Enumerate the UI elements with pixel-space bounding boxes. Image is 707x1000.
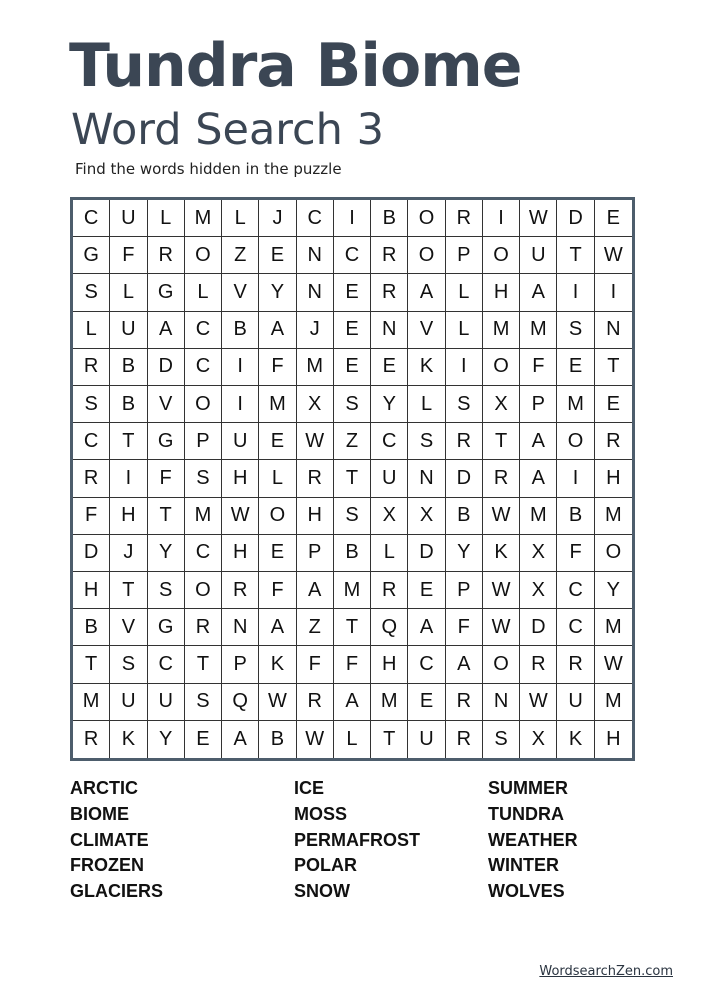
word-column-2 — [294, 776, 420, 905]
grid-cell[interactable]: T — [595, 349, 632, 386]
grid-cell[interactable]: H — [483, 274, 520, 311]
grid-cell[interactable]: M — [371, 684, 408, 721]
word-list-item: WEATHER — [488, 829, 578, 850]
grid-cell[interactable]: C — [185, 349, 222, 386]
grid-cell[interactable]: I — [334, 200, 371, 237]
grid-cell[interactable]: M — [259, 386, 296, 423]
grid-cell[interactable]: B — [259, 721, 296, 758]
grid-cell[interactable]: O — [408, 200, 445, 237]
grid-cell[interactable]: E — [595, 386, 632, 423]
grid-cell[interactable]: A — [334, 684, 371, 721]
grid-cell[interactable]: O — [557, 423, 594, 460]
grid-cell[interactable]: A — [520, 423, 557, 460]
grid-cell[interactable]: P — [222, 646, 259, 683]
grid-cell[interactable]: H — [222, 535, 259, 572]
grid-cell[interactable]: L — [110, 274, 147, 311]
grid-cell[interactable]: T — [148, 498, 185, 535]
grid-cell[interactable]: S — [446, 386, 483, 423]
grid-cell[interactable]: I — [446, 349, 483, 386]
grid-cell[interactable]: W — [483, 572, 520, 609]
grid-cell[interactable]: U — [371, 460, 408, 497]
grid-cell[interactable]: W — [483, 498, 520, 535]
grid-cell[interactable]: V — [222, 274, 259, 311]
page-subtitle: Word Search 3 — [71, 105, 384, 155]
grid-cell[interactable]: G — [148, 609, 185, 646]
grid-cell[interactable]: I — [222, 349, 259, 386]
word-list-item: SUMMER — [488, 778, 568, 798]
grid-cell[interactable]: R — [73, 721, 110, 758]
grid-cell[interactable]: O — [408, 237, 445, 274]
grid-cell[interactable]: S — [73, 274, 110, 311]
grid-cell[interactable]: X — [297, 386, 334, 423]
grid-cell[interactable]: D — [520, 609, 557, 646]
grid-cell[interactable]: Z — [222, 237, 259, 274]
grid-cell[interactable]: R — [483, 460, 520, 497]
grid-cell[interactable]: P — [185, 423, 222, 460]
grid-cell[interactable]: F — [334, 646, 371, 683]
word-list-item: TUNDRA — [488, 803, 564, 824]
grid-cell[interactable]: J — [259, 200, 296, 237]
grid-cell[interactable]: G — [148, 274, 185, 311]
grid-cell[interactable]: F — [110, 237, 147, 274]
grid-cell[interactable]: M — [557, 386, 594, 423]
grid-cell[interactable]: D — [408, 535, 445, 572]
grid-cell[interactable]: B — [110, 386, 147, 423]
grid-cell[interactable]: M — [297, 349, 334, 386]
grid-cell[interactable]: R — [446, 200, 483, 237]
grid-cell[interactable]: H — [222, 460, 259, 497]
grid-cell[interactable]: Y — [371, 386, 408, 423]
grid-cell[interactable]: E — [595, 200, 632, 237]
grid-cell[interactable]: C — [334, 237, 371, 274]
grid-cell[interactable]: N — [371, 312, 408, 349]
grid-cell[interactable]: B — [557, 498, 594, 535]
grid-cell[interactable]: F — [297, 646, 334, 683]
grid-cell[interactable]: S — [408, 423, 445, 460]
grid-cell[interactable]: W — [259, 684, 296, 721]
grid-cell[interactable]: U — [110, 684, 147, 721]
grid-cell[interactable]: H — [371, 646, 408, 683]
grid-cell[interactable]: S — [148, 572, 185, 609]
grid-cell[interactable]: M — [520, 498, 557, 535]
grid-cell[interactable]: V — [110, 609, 147, 646]
grid-cell[interactable]: F — [520, 349, 557, 386]
grid-cell[interactable]: U — [408, 721, 445, 758]
grid-cell[interactable]: S — [334, 386, 371, 423]
grid-cell[interactable]: L — [148, 200, 185, 237]
grid-cell[interactable]: T — [73, 646, 110, 683]
grid-cell[interactable]: V — [148, 386, 185, 423]
grid-cell[interactable]: O — [483, 237, 520, 274]
grid-cell[interactable]: M — [520, 312, 557, 349]
grid-cell[interactable]: F — [73, 498, 110, 535]
grid-cell[interactable]: T — [185, 646, 222, 683]
grid-cell[interactable]: C — [185, 535, 222, 572]
grid-cell[interactable]: L — [73, 312, 110, 349]
word-list-item: WOLVES — [488, 881, 565, 902]
grid-cell[interactable]: Q — [222, 684, 259, 721]
word-list-item: SNOW — [294, 881, 350, 902]
grid-cell[interactable]: R — [371, 572, 408, 609]
grid-cell[interactable]: A — [408, 274, 445, 311]
grid-cell[interactable]: H — [595, 460, 632, 497]
grid-cell[interactable]: G — [73, 237, 110, 274]
grid-cell[interactable]: R — [446, 684, 483, 721]
grid-cell[interactable]: U — [110, 312, 147, 349]
grid-cell[interactable]: Z — [334, 423, 371, 460]
grid-cell[interactable]: L — [446, 312, 483, 349]
grid-cell[interactable]: S — [73, 386, 110, 423]
word-column-3 — [488, 776, 578, 905]
grid-cell[interactable]: Y — [259, 274, 296, 311]
grid-cell[interactable]: W — [520, 684, 557, 721]
grid-cell[interactable]: C — [371, 423, 408, 460]
grid-cell[interactable]: W — [222, 498, 259, 535]
grid-cell[interactable]: R — [371, 237, 408, 274]
grid-cell[interactable]: F — [557, 535, 594, 572]
grid-cell[interactable]: A — [222, 721, 259, 758]
grid-cell[interactable]: I — [222, 386, 259, 423]
grid-cell[interactable]: L — [446, 274, 483, 311]
footer-link[interactable]: WordsearchZen.com — [539, 964, 673, 979]
grid-cell[interactable]: B — [446, 498, 483, 535]
grid-cell[interactable]: C — [73, 200, 110, 237]
grid-cell[interactable]: F — [259, 349, 296, 386]
grid-cell[interactable]: T — [483, 423, 520, 460]
grid-cell[interactable]: H — [73, 572, 110, 609]
grid-cell[interactable]: R — [371, 274, 408, 311]
grid-cell[interactable]: Y — [595, 572, 632, 609]
grid-cell[interactable]: M — [595, 684, 632, 721]
grid-cell[interactable]: O — [483, 349, 520, 386]
grid-cell[interactable]: E — [334, 349, 371, 386]
word-column-1 — [70, 776, 163, 905]
grid-cell[interactable]: Y — [446, 535, 483, 572]
grid-cell[interactable]: I — [595, 274, 632, 311]
grid-cell[interactable]: B — [73, 609, 110, 646]
grid-cell[interactable]: O — [483, 646, 520, 683]
word-list-item: BIOME — [70, 803, 130, 824]
grid-cell[interactable]: C — [297, 200, 334, 237]
grid-cell[interactable]: V — [408, 312, 445, 349]
grid-cell[interactable]: N — [595, 312, 632, 349]
grid-cell[interactable]: U — [222, 423, 259, 460]
grid-cell[interactable]: A — [148, 312, 185, 349]
grid-cell[interactable]: N — [483, 684, 520, 721]
grid-cell[interactable]: L — [185, 274, 222, 311]
grid-cell[interactable]: R — [185, 609, 222, 646]
grid-cell[interactable]: R — [446, 423, 483, 460]
grid-cell[interactable]: R — [595, 423, 632, 460]
grid-cell[interactable]: E — [334, 312, 371, 349]
grid-cell[interactable]: F — [446, 609, 483, 646]
grid-cell[interactable]: Y — [148, 721, 185, 758]
word-list-item: ARCTIC — [70, 778, 138, 798]
grid-cell[interactable]: A — [520, 274, 557, 311]
grid-cell[interactable]: W — [595, 646, 632, 683]
grid-cell[interactable]: M — [73, 684, 110, 721]
grid-cell[interactable]: L — [222, 200, 259, 237]
grid-cell[interactable]: P — [446, 572, 483, 609]
grid-cell[interactable]: S — [483, 721, 520, 758]
grid-cell[interactable]: S — [185, 460, 222, 497]
grid-cell[interactable]: M — [595, 609, 632, 646]
grid-cell[interactable]: I — [557, 460, 594, 497]
word-list-item: CLIMATE — [70, 829, 149, 850]
word-list-item: MOSS — [294, 803, 348, 824]
grid-cell[interactable]: E — [371, 349, 408, 386]
word-list-item: ICE — [294, 778, 325, 798]
grid-cell[interactable]: D — [557, 200, 594, 237]
word-list-item: WINTER — [488, 855, 559, 876]
grid-cell[interactable]: E — [408, 572, 445, 609]
grid-cell[interactable]: D — [446, 460, 483, 497]
grid-cell[interactable]: O — [259, 498, 296, 535]
word-list-item: POLAR — [294, 855, 357, 876]
grid-cell[interactable]: T — [334, 609, 371, 646]
grid-cell[interactable]: A — [259, 312, 296, 349]
grid-cell[interactable]: U — [520, 237, 557, 274]
grid-cell[interactable]: U — [110, 200, 147, 237]
word-list — [70, 776, 670, 906]
grid-cell[interactable]: W — [297, 423, 334, 460]
grid-cell[interactable]: N — [222, 609, 259, 646]
grid-cell[interactable]: E — [334, 274, 371, 311]
grid-cell[interactable]: C — [557, 609, 594, 646]
grid-cell[interactable]: E — [557, 349, 594, 386]
grid-cell[interactable]: W — [297, 721, 334, 758]
grid-cell[interactable]: G — [148, 423, 185, 460]
grid-cell[interactable]: Y — [148, 535, 185, 572]
grid-cell[interactable]: R — [446, 721, 483, 758]
grid-cell[interactable]: I — [110, 460, 147, 497]
grid-cell[interactable]: L — [259, 460, 296, 497]
grid-cell[interactable]: M — [483, 312, 520, 349]
grid-cell[interactable]: X — [408, 498, 445, 535]
grid-cell[interactable]: J — [110, 535, 147, 572]
grid-cell[interactable]: D — [148, 349, 185, 386]
grid-cell[interactable]: E — [259, 237, 296, 274]
grid-cell[interactable]: S — [557, 312, 594, 349]
grid-cell[interactable]: T — [371, 721, 408, 758]
grid-cell[interactable]: P — [520, 386, 557, 423]
grid-cell[interactable]: C — [408, 646, 445, 683]
grid-cell[interactable]: R — [73, 349, 110, 386]
grid-cell[interactable]: C — [557, 572, 594, 609]
grid-cell[interactable]: U — [557, 684, 594, 721]
word-list-item: FROZEN — [70, 855, 144, 876]
grid-cell[interactable]: X — [371, 498, 408, 535]
instructions-text: Find the words hidden in the puzzle — [75, 160, 342, 178]
grid-cell[interactable]: A — [408, 609, 445, 646]
grid-cell[interactable]: M — [185, 498, 222, 535]
grid-cell[interactable]: Q — [371, 609, 408, 646]
grid-cell[interactable]: X — [520, 535, 557, 572]
grid-cell[interactable]: R — [297, 460, 334, 497]
grid-cell[interactable]: N — [297, 237, 334, 274]
grid-cell[interactable]: J — [297, 312, 334, 349]
grid-cell[interactable]: K — [483, 535, 520, 572]
grid-cell[interactable]: E — [259, 535, 296, 572]
grid-cell[interactable]: D — [73, 535, 110, 572]
grid-cell[interactable]: F — [259, 572, 296, 609]
grid-cell[interactable]: X — [520, 721, 557, 758]
grid-cell[interactable]: B — [371, 200, 408, 237]
grid-cell[interactable]: R — [148, 237, 185, 274]
grid-cell[interactable]: E — [408, 684, 445, 721]
grid-cell[interactable]: W — [520, 200, 557, 237]
grid-cell[interactable]: Z — [297, 609, 334, 646]
grid-cell[interactable]: K — [259, 646, 296, 683]
grid-cell[interactable]: O — [185, 237, 222, 274]
grid-cell[interactable]: B — [110, 349, 147, 386]
grid-cell[interactable]: C — [148, 646, 185, 683]
grid-cell[interactable]: R — [297, 684, 334, 721]
grid-cell[interactable]: H — [110, 498, 147, 535]
grid-cell[interactable]: A — [297, 572, 334, 609]
grid-cell[interactable]: W — [595, 237, 632, 274]
page-title: Tundra Biome — [69, 31, 522, 101]
grid-cell[interactable]: M — [185, 200, 222, 237]
word-search-grid — [70, 197, 635, 761]
grid-cell[interactable]: P — [446, 237, 483, 274]
grid-cell[interactable]: X — [520, 572, 557, 609]
grid-cell[interactable]: R — [557, 646, 594, 683]
grid-cell[interactable]: N — [297, 274, 334, 311]
grid-cell[interactable]: E — [259, 423, 296, 460]
grid-cell[interactable]: X — [483, 386, 520, 423]
grid-cell[interactable]: S — [334, 498, 371, 535]
grid-cell[interactable]: O — [185, 386, 222, 423]
grid-cell[interactable]: M — [334, 572, 371, 609]
grid-cell[interactable]: T — [557, 237, 594, 274]
grid-cell[interactable]: I — [557, 274, 594, 311]
grid-cell[interactable]: K — [557, 721, 594, 758]
word-list-item: PERMAFROST — [294, 829, 420, 850]
grid-cell[interactable]: B — [334, 535, 371, 572]
grid-cell[interactable]: P — [297, 535, 334, 572]
grid-cell[interactable]: R — [222, 572, 259, 609]
grid-cell[interactable]: A — [520, 460, 557, 497]
grid-cell[interactable]: C — [185, 312, 222, 349]
grid-cell[interactable]: R — [520, 646, 557, 683]
grid-cell[interactable]: A — [446, 646, 483, 683]
grid-cell[interactable]: W — [483, 609, 520, 646]
grid-cell[interactable]: B — [222, 312, 259, 349]
grid-cell[interactable]: F — [148, 460, 185, 497]
grid-cell[interactable]: R — [73, 460, 110, 497]
grid-cell[interactable]: L — [334, 721, 371, 758]
grid-cell[interactable]: L — [408, 386, 445, 423]
grid-cell[interactable]: H — [606, 727, 621, 750]
grid-cell[interactable]: O — [185, 572, 222, 609]
grid-cell[interactable]: K — [110, 721, 147, 758]
grid-cell[interactable]: S — [110, 646, 147, 683]
grid-cell[interactable]: E — [185, 721, 222, 758]
grid-cell[interactable]: M — [595, 498, 632, 535]
grid-cell[interactable]: T — [110, 423, 147, 460]
grid-cell[interactable]: L — [371, 535, 408, 572]
grid-cell[interactable]: T — [110, 572, 147, 609]
grid-cell[interactable]: T — [334, 460, 371, 497]
grid-cell[interactable]: I — [483, 200, 520, 237]
grid-cell[interactable]: U — [148, 684, 185, 721]
grid-cell[interactable]: K — [408, 349, 445, 386]
grid-cell[interactable]: H — [297, 498, 334, 535]
grid-cell[interactable]: S — [185, 684, 222, 721]
grid-cell[interactable]: N — [408, 460, 445, 497]
grid-cell[interactable]: C — [73, 423, 110, 460]
word-list-item: GLACIERS — [70, 881, 164, 902]
grid-cell[interactable]: A — [259, 609, 296, 646]
grid-cell[interactable]: O — [595, 535, 632, 572]
